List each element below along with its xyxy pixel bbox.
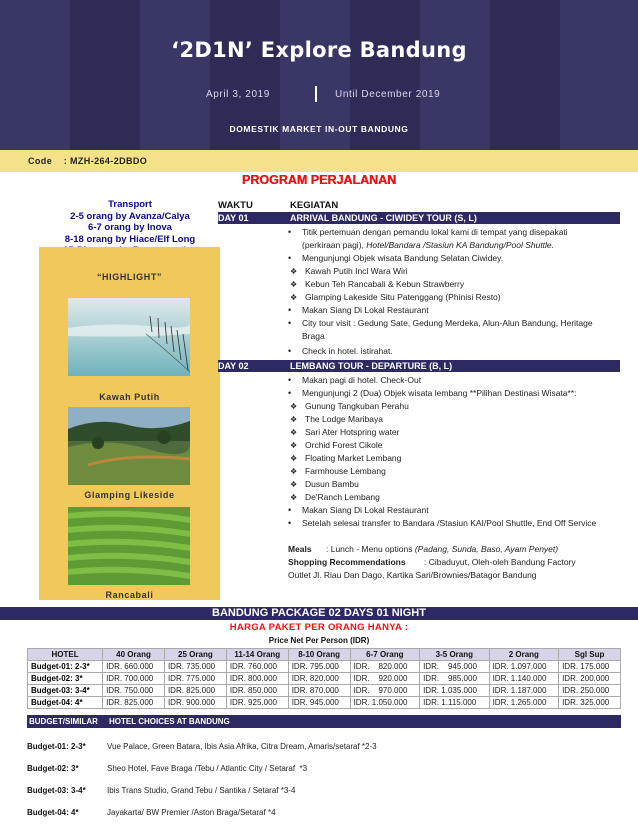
list-item: • City tour visit : Gedung Sate, Gedung Merdeka, Alun-Alun Bandung, Heritage Braga <box>288 317 608 343</box>
sub-item: ❖ Dusun Bambu <box>290 478 608 491</box>
highlight-title: “HIGHLIGHT” <box>96 272 163 282</box>
program-title: PROGRAM PERJALANAN <box>241 173 397 187</box>
hotel-choices-label: HOTEL CHOICES AT BANDUNG <box>109 717 230 726</box>
list-item: • Setelah selesai transfer to Bandara /Stasiun KAI/Pool Shuttle, End Off Service <box>288 517 608 530</box>
photo-caption: Kawah Putih <box>99 392 160 402</box>
transport-heading: Transport <box>108 199 152 210</box>
sub-item: ❖ Kebun Teh Rancabali & Kebun Strawberry <box>290 278 608 291</box>
sub-item: ❖ Floating Market Lembang <box>290 452 608 465</box>
package-title: BANDUNG PACKAGE 02 DAYS 01 NIGHT <box>0 607 638 620</box>
list-item: • Check in hotel. istirahat. <box>288 345 608 358</box>
kegiatan-label: KEGIATAN <box>290 200 339 211</box>
list-item: • Makan Siang Di Lokal Restaurant <box>288 304 608 317</box>
table-header-row: HOTEL 40 Orang 25 Orang 11-14 Orang 8-10 Orang 6-7 Orang 3-5 Orang 2 Orang Sgl Sup <box>28 649 621 661</box>
day1-title: ARRIVAL BANDUNG - CIWIDEY TOUR (S, L) <box>290 213 477 223</box>
sub-item: ❖ De'Ranch Lembang <box>290 491 608 504</box>
sub-item: ❖ Orchid Forest Cikole <box>290 439 608 452</box>
list-item: • Makan pagi di hotel. Check-Out <box>288 374 608 387</box>
kawah-putih-photo <box>68 298 190 376</box>
meals-info: Meals : Lunch - Menu options (Padang, Sunda, Baso, Ayam Penyet) <box>288 544 559 554</box>
shopping-info: Shopping Recommendations : Cibaduyut, Oleh-oleh Bandung Factory Outlet Jl. Riau Dan Dago, Kartika Sari/Brownies/Batagor Bandung <box>288 557 576 580</box>
glamping-photo <box>68 407 190 485</box>
market-subtitle: DOMESTIK MARKET IN-OUT BANDUNG <box>229 124 409 134</box>
rancabali-photo <box>68 507 190 585</box>
photo-caption: Rancabali <box>105 590 154 600</box>
transport-option: 2-5 orang by Avanza/Calya <box>70 210 190 222</box>
schedule-header <box>218 200 339 211</box>
sub-item: ❖ Gunung Tangkuban Perahu <box>290 400 608 413</box>
list-item: • Mengunjungi Objek wisata Bandung Selatan Ciwidey. <box>288 252 608 265</box>
list-item: • Mengunjungi 2 (Dua) Objek wisata lembang **Pilihan Destinasi Wisata**: <box>288 387 608 400</box>
table-row: Budget-02: 3* IDR. 700.000 IDR. 775.000 IDR. 800.000 IDR. 820.000 IDR. 920.000 IDR. 985.000 IDR. 1.140.000 IDR. 200.000 <box>28 673 621 685</box>
sub-item: ❖ Kawah Putih Incl Wara Wiri <box>290 265 608 278</box>
list-item: • Titik pertemuan dengan pemandu lokal kami di tempat yang disepakati (perkiraan pagi), Hotel/Bandara /Stasiun KA Bandung/Pool Shuttle. <box>288 226 608 252</box>
day1-activities <box>288 226 608 358</box>
day2-band <box>218 360 620 372</box>
tour-title: ‘2D1N’ Explore Bandung <box>171 38 467 62</box>
sub-item: ❖ Sari Ater Hotspring water <box>290 426 608 439</box>
day2-activities <box>288 374 608 530</box>
date-divider <box>315 86 317 102</box>
day2-title: LEMBANG TOUR - DEPARTURE (B, L) <box>290 361 453 371</box>
sub-item: ❖ The Lodge Maribaya <box>290 413 608 426</box>
shopping-label: Shopping Recommendations <box>288 557 406 567</box>
highlight-panel <box>39 247 220 600</box>
price-net-caption: Price Net Per Person (IDR) <box>268 636 370 645</box>
waktu-label: WAKTU <box>218 200 253 211</box>
day1-band <box>218 212 620 224</box>
start-date: April 3, 2019 <box>206 89 270 100</box>
harga-heading: HARGA PAKET PER ORANG HANYA : <box>229 622 409 633</box>
sub-item: ❖ Farmhouse Lembang <box>290 465 608 478</box>
meals-label: Meals <box>288 544 312 554</box>
budget-similar-label: BUDGET/SIMILAR <box>29 717 98 726</box>
day1-label: DAY 01 <box>218 213 249 223</box>
code-bar <box>0 150 638 172</box>
sub-item: ❖ Glamping Lakeside Situ Patenggang (Phinisi Resto) <box>290 291 608 304</box>
price-table <box>27 648 621 709</box>
header-banner <box>0 0 638 150</box>
photo-caption: Glamping Likeside <box>84 490 175 500</box>
table-row: Budget-04: 4* IDR. 825.000 IDR. 900.000 IDR. 925.000 IDR. 945.000 IDR. 1.050.000 IDR. 1.115.000 IDR. 1.265.000 IDR. 325.000 <box>28 697 621 709</box>
table-row: Budget-01: 2-3* IDR. 660.000 IDR. 735.000 IDR. 760.000 IDR. 795.000 IDR. 820.000 IDR. 945.000 IDR. 1.097.000 IDR. 175.000 <box>28 661 621 673</box>
day2-label: DAY 02 <box>218 361 249 371</box>
hotel-choice-band <box>27 715 621 728</box>
transport-option: 6-7 orang by Inova <box>88 222 172 233</box>
transport-option: 8-18 orang by Hiace/Elf Long <box>64 233 196 245</box>
tour-code: Code : MZH-264-2DBDO <box>28 156 148 166</box>
list-item: • Makan Siang Di Lokal Restaurant <box>288 504 608 517</box>
table-row: Budget-03: 3-4* IDR. 750.000 IDR. 825.000 IDR. 850.000 IDR. 870.000 IDR. 970.000 IDR. 1.035.000 IDR. 1.187.000 IDR. 250.000 <box>28 685 621 697</box>
end-date: Until December 2019 <box>335 89 441 100</box>
